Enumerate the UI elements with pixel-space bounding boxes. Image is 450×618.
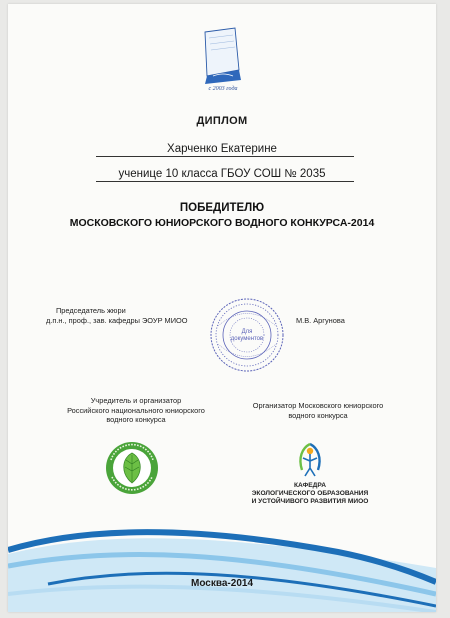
- diploma-title: ДИПЛОМ: [196, 115, 248, 127]
- department-text: [240, 482, 380, 505]
- founder-line-2: Российского национального юниорского: [67, 405, 205, 415]
- footer-city-year: Москва-2014: [190, 578, 254, 589]
- organizer-line-2: водного конкурса: [288, 410, 348, 420]
- stamp-text: Для документов: [230, 329, 264, 342]
- contest-name: МОСКОВСКОГО ЮНИОРСКОГО ВОДНОГО КОНКУРСА-2014: [69, 217, 375, 229]
- jury-credentials: д.п.н., проф., зав. кафедры ЭОУР МИОО: [46, 316, 188, 325]
- founder-block: [46, 396, 226, 425]
- official-stamp: [208, 296, 286, 374]
- award-heading: ПОБЕДИТЕЛЮ: [179, 202, 265, 214]
- department-line-1: КАФЕДРА: [294, 482, 326, 489]
- logo-caption: с 2003 года: [208, 86, 238, 92]
- organizer-line-1: Организатор Московского юниорского: [252, 401, 384, 410]
- wave-decoration: [8, 524, 436, 612]
- department-line-3: И УСТОЙЧИВОГО РАЗВИТИЯ МИОО: [251, 497, 369, 505]
- organizer-block: [230, 401, 406, 420]
- leaf-icon: [106, 442, 158, 494]
- jury-name: М.В. Аргунова: [296, 316, 345, 325]
- department-logo: [288, 440, 332, 480]
- school-underline: [96, 181, 354, 182]
- founder-line-1: Учредитель и организатор: [90, 396, 182, 405]
- founder-line-3: водного конкурса: [106, 415, 166, 425]
- recipient-school: ученице 10 класса ГБОУ СОШ № 2035: [118, 168, 326, 180]
- jury-role: Председатель жюри: [56, 306, 126, 315]
- name-underline: [96, 156, 354, 157]
- contest-logo: [193, 26, 253, 96]
- department-line-2: ЭКОЛОГИЧЕСКОГО ОБРАЗОВАНИЯ: [251, 489, 369, 497]
- logo-pennant-icon: [205, 28, 241, 84]
- diploma-sheet: [8, 4, 436, 612]
- human-figure-icon: [300, 444, 319, 476]
- recipient-name: Харченко Екатерине: [167, 143, 277, 155]
- founder-leaf-emblem: [104, 440, 160, 496]
